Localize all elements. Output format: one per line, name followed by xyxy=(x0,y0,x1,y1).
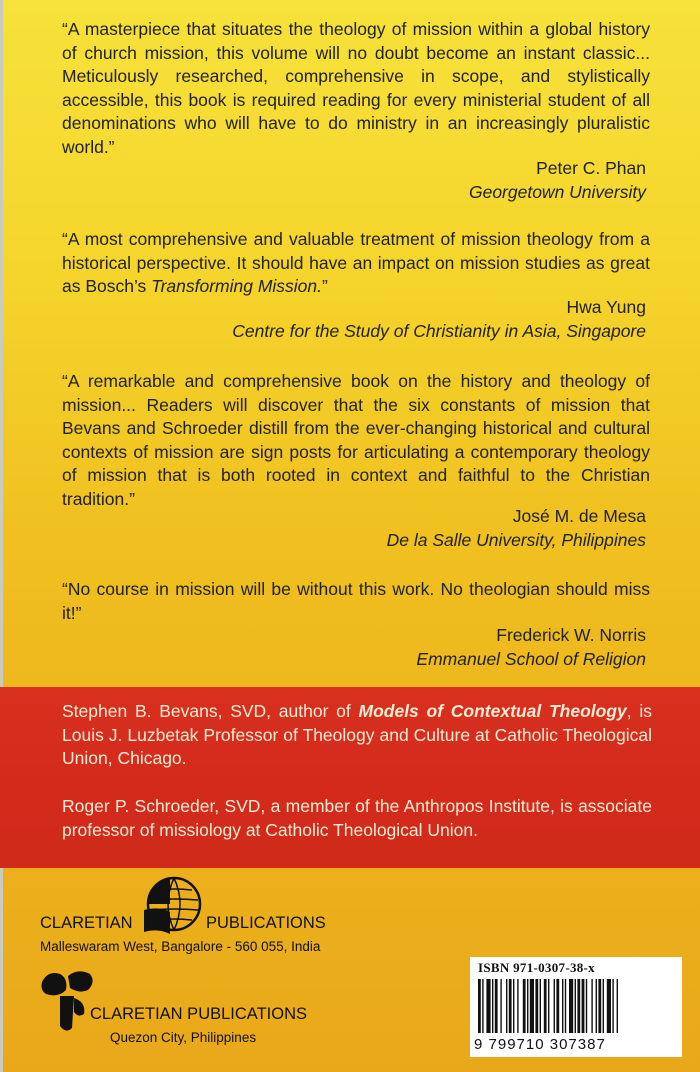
barcode-bar xyxy=(612,979,613,1033)
barcode-bar xyxy=(513,979,514,1033)
attribution-institution: Georgetown University xyxy=(468,181,646,202)
publisher-philippines-name: CLARETIAN PUBLICATIONS xyxy=(90,1005,307,1023)
barcode-bar xyxy=(562,979,563,1033)
bio-text: author of xyxy=(271,701,359,721)
bio-text: a member of the Anthropos Institute, is associate professor of missiology at Catholic Theological Union. xyxy=(62,796,653,840)
barcode-bar xyxy=(486,979,490,1033)
author-name: Stephen B. Bevans, SVD, xyxy=(62,701,272,721)
barcode-bar xyxy=(530,979,534,1033)
barcode-bar xyxy=(478,979,481,1033)
barcode-bar xyxy=(492,979,493,1033)
quote-phan: “A masterpiece that situates the theology of mission within a global history of church mission, this volume will no doubt become an instant classic... Meticulously researched, comprehensive in scope, and stylistically accessible, this book is required reading for every ministerial student of all denominations who will have to do ministry in an increasingly pluralistic world.” xyxy=(62,19,650,157)
barcode-bar xyxy=(603,979,604,1033)
publisher-india-name-right: PUBLICATIONS xyxy=(206,914,326,932)
attribution-yung xyxy=(232,296,646,343)
barcode-bar xyxy=(617,979,618,1033)
attribution-name: Peter C. Phan xyxy=(536,158,646,178)
bio-schroeder xyxy=(62,795,652,842)
barcode-bar xyxy=(596,979,597,1033)
barcode-bar xyxy=(556,979,559,1033)
attribution-norris xyxy=(416,624,646,671)
page-edge xyxy=(0,0,3,1072)
barcode-bar xyxy=(548,979,549,1033)
barcode-bar xyxy=(482,979,483,1033)
claretian-globe-logo-icon xyxy=(140,870,204,940)
quote-de-mesa: “A remarkable and comprehensive book on the history and theology of mission... Readers will discover that the six constants of mission that Bevans and Schroeder distill from the ever-changing historical and cultural contexts of mission are sign posts for articulating a contemporary theology of mission that is both rooted in context and faithful to the Christian tradition.” xyxy=(62,371,650,509)
quote-text: “A most comprehensive and valuable treatment of mission theology from a historical perspective. It should have an impact on mission studies as great as Bosch’s xyxy=(62,229,650,296)
bio-text: , is Louis J. Luzbetak Professor of Theology and Culture at Catholic Theological Union, Chicago. xyxy=(62,701,652,768)
barcode-bar xyxy=(577,979,580,1033)
barcode-bar xyxy=(527,979,528,1033)
attribution-institution: Emmanuel School of Religion xyxy=(416,648,646,669)
barcode-bar xyxy=(509,979,512,1033)
claretian-philippines-logo-icon xyxy=(38,968,98,1038)
attribution-institution: De la Salle University, Philippines xyxy=(386,529,646,550)
barcode-bar xyxy=(540,979,541,1033)
quote-norris: “No course in mission will be without this work. No theologian should miss it!” xyxy=(62,579,650,623)
barcode-bar xyxy=(598,979,601,1033)
barcode-bar xyxy=(575,979,576,1033)
book-title: Models of Contextual Theology xyxy=(358,701,627,721)
barcode-bar xyxy=(565,979,566,1033)
publisher-philippines-address: Quezon City, Philippines xyxy=(110,1030,257,1045)
barcode-bar xyxy=(554,979,555,1033)
attribution-name: Frederick W. Norris xyxy=(496,625,646,645)
publisher-india-address: Malleswaram West, Bangalore - 560 055, India xyxy=(40,939,321,954)
barcode-bar xyxy=(582,979,585,1033)
attribution-de-mesa xyxy=(387,505,646,552)
barcode-bar xyxy=(586,979,587,1033)
attribution-phan xyxy=(469,157,646,204)
barcode-bar xyxy=(607,979,611,1033)
isbn-barcode-box xyxy=(470,957,682,1057)
barcode-bar xyxy=(523,979,526,1033)
barcode-bar xyxy=(506,979,507,1033)
barcode-icon xyxy=(478,979,676,1037)
isbn-label: ISBN 971-0307-38-x xyxy=(478,960,595,975)
barcode-bar xyxy=(544,979,547,1033)
barcode-bar xyxy=(500,979,501,1033)
attribution-institution: Centre for the Study of Christianity in Asia, Singapore xyxy=(232,320,646,341)
attribution-name: Hwa Yung xyxy=(566,297,646,317)
quote-book-title: Transforming Mission. xyxy=(151,276,323,296)
barcode-number: 9 799710 307387 xyxy=(474,1036,606,1053)
publisher-india-name-left: CLARETIAN xyxy=(40,914,133,932)
barcode-bar xyxy=(535,979,538,1033)
barcode-bar xyxy=(569,979,573,1033)
attribution-name: José M. de Mesa xyxy=(512,506,646,526)
author-name: Roger P. Schroeder, SVD, xyxy=(62,796,266,816)
quote-close: ” xyxy=(322,276,328,296)
barcode-bar xyxy=(517,979,518,1033)
barcode-bar xyxy=(495,979,498,1033)
bio-bevans xyxy=(62,700,652,771)
barcode-bar xyxy=(591,979,592,1033)
quote-yung xyxy=(62,228,650,299)
